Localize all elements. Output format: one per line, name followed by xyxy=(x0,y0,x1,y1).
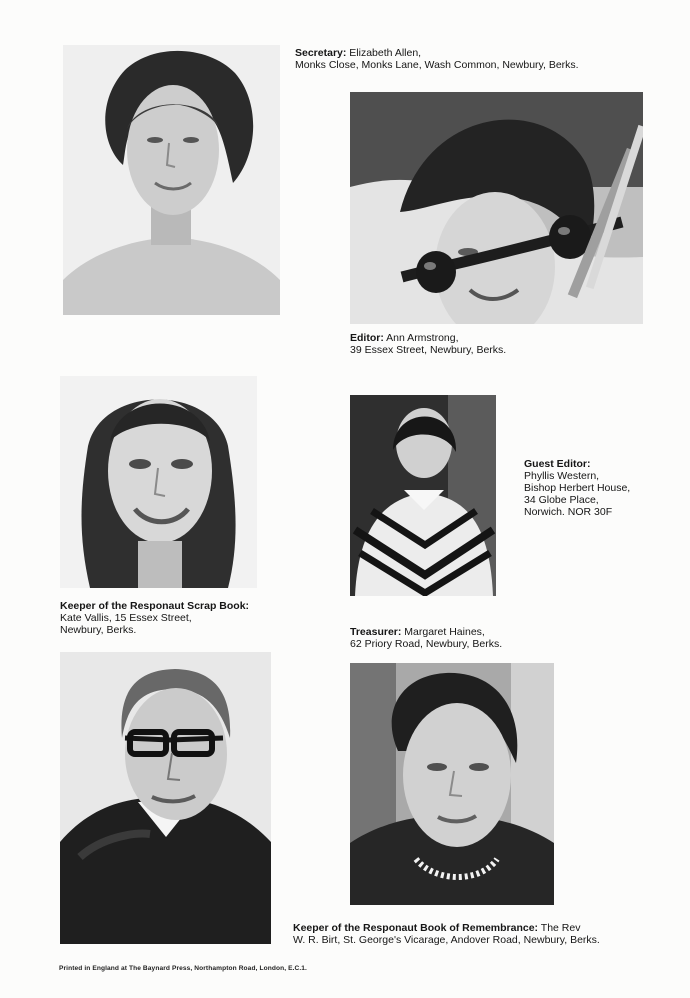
remembrance-caption xyxy=(293,922,600,946)
secretary-name: Elizabeth Allen, xyxy=(346,47,422,59)
secretary-portrait xyxy=(63,45,280,315)
guest-editor-line4: Norwich. NOR 30F xyxy=(524,506,613,518)
remembrance-title: Keeper of the Responaut Book of Remembrance: xyxy=(293,922,539,934)
scrap-book-title: Keeper of the Responaut Scrap Book: xyxy=(60,600,250,612)
editor-address: 39 Essex Street, Newbury, Berks. xyxy=(350,344,507,356)
editor-photo xyxy=(350,92,643,324)
guest-editor-line2: Bishop Herbert House, xyxy=(524,482,631,494)
remembrance-name: The Rev xyxy=(538,922,581,934)
editor-title: Editor: xyxy=(350,332,384,344)
remembrance-keeper-portrait xyxy=(60,652,271,944)
treasurer-title: Treasurer: xyxy=(350,626,402,638)
secretary-address: Monks Close, Monks Lane, Wash Common, Newbury, Berks. xyxy=(295,59,579,71)
scrap-book-line1: Kate Vallis, 15 Essex Street, xyxy=(60,612,192,624)
treasurer-caption xyxy=(350,626,502,650)
printer-footer: Printed in England at The Baynard Press, Northampton Road, London, E.C.1. xyxy=(59,965,307,972)
guest-editor-caption xyxy=(524,458,630,518)
editor-caption xyxy=(350,332,506,356)
scrap-book-line2: Newbury, Berks. xyxy=(60,624,137,636)
remembrance-address: W. R. Birt, St. George's Vicarage, Andover Road, Newbury, Berks. xyxy=(293,934,600,946)
treasurer-portrait xyxy=(350,663,554,905)
secretary-caption xyxy=(295,47,579,71)
scrap-book-caption xyxy=(60,600,249,636)
editor-name: Ann Armstrong, xyxy=(383,332,459,344)
guest-editor-line3: 34 Globe Place, xyxy=(524,494,599,506)
guest-editor-photo xyxy=(350,395,496,596)
scrap-book-keeper-portrait xyxy=(60,376,257,588)
treasurer-name: Margaret Haines, xyxy=(401,626,485,638)
guest-editor-line1: Phyllis Western, xyxy=(524,470,600,482)
guest-editor-title: Guest Editor: xyxy=(524,458,591,470)
secretary-title: Secretary: xyxy=(295,47,347,59)
treasurer-address: 62 Priory Road, Newbury, Berks. xyxy=(350,638,503,650)
